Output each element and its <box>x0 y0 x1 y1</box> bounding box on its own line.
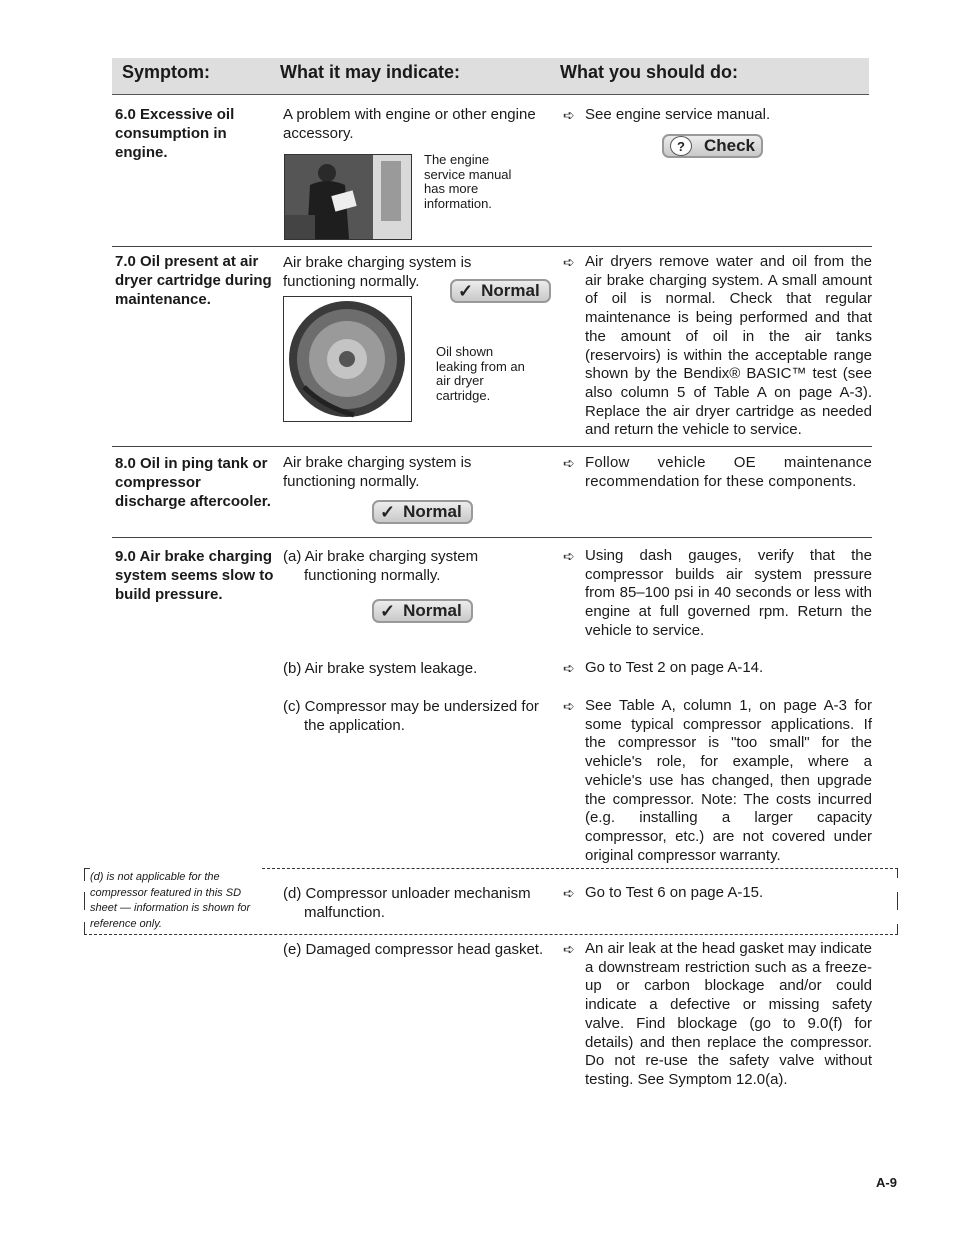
arrow-right-icon: ➪ <box>563 941 575 957</box>
indicate-9c: (c) Compressor may be undersized for the application. <box>283 698 539 734</box>
check-badge <box>662 134 763 158</box>
row-divider <box>112 446 872 447</box>
checkmark-icon: ✓ <box>458 280 474 301</box>
action-9b: Go to Test 2 on page A-14. <box>585 659 764 676</box>
header-do: What you should do: <box>560 62 738 82</box>
action-9a: Using dash gauges, verify that the compressor builds air system pressure from 85–100 psi in 40 seconds or less with engine at full governed rpm. Return the vehicle to service. <box>585 547 872 639</box>
action-7: Air dryers remove water and oil from the air brake charging system. A small amount of oil is normal. Check that regular maintenance is being performed and that the amount of oil in the air tanks (reservoirs) is within the acceptable range shown by the Bendix® BASIC™ test (see also column 5 of Table A on page A-3). Replace the air dryer cartridge as needed and return the vehicle to service. <box>585 253 872 439</box>
action-9c: See Table A, column 1, on page A-3 for some typical compressor applications. If the compressor is "too small" for the vehicle's role, for example, where a vehicle's use has changed, then upgrade the compressor. Note: The costs incurred (e.g. installing a larger capacity compressor, etc.) are not covered under original compressor warranty. <box>585 697 872 864</box>
indicate-7: Air brake charging system is functioning normally. <box>283 254 472 290</box>
normal-badge-label: Normal <box>403 502 462 521</box>
indicate-6: A problem with engine or other engine accessory. <box>283 106 536 142</box>
box-edge <box>84 922 85 934</box>
check-badge-label: Check <box>703 136 755 155</box>
normal-badge <box>372 500 473 524</box>
symptom-9: 9.0 Air brake charging system seems slow to build pressure. <box>115 548 274 603</box>
header-symptom: Symptom: <box>122 62 211 82</box>
caption-7: Oil shown leaking from an air dryer cartridge. <box>436 344 525 403</box>
engine-manual-photo <box>284 154 412 240</box>
action-9d: Go to Test 6 on page A-15. <box>585 884 764 901</box>
checkmark-icon: ✓ <box>380 600 396 621</box>
checkmark-icon: ✓ <box>380 501 396 522</box>
arrow-right-icon: ➪ <box>563 107 575 123</box>
reference-note: (d) is not applicable for the compressor featured in this SD sheet — information is shown for reference only. <box>90 871 251 930</box>
indicate-9a: (a) Air brake charging system functioning normally. <box>283 548 479 584</box>
indicate-9b: (b) Air brake system leakage. <box>283 660 478 677</box>
dashed-line <box>84 934 898 935</box>
box-edge <box>897 892 898 910</box>
box-corner <box>891 868 898 878</box>
row-divider <box>112 537 872 538</box>
table-header-bar <box>112 58 869 95</box>
arrow-right-icon: ➪ <box>563 548 575 564</box>
caption-6: The engine service manual has more information. <box>424 152 512 211</box>
header-indicate: What it may indicate: <box>280 62 461 82</box>
dashed-line <box>262 868 898 869</box>
arrow-right-icon: ➪ <box>563 885 575 901</box>
action-8: Follow vehicle OE maintenance recommendation for these components. <box>585 454 872 490</box>
action-9e: An air leak at the head gasket may indicate a downstream restriction such as a freeze-up or carbon blockage and/or could indicate a defective or missing safety valve. Find blockage (go to 9.0(f) for details) and then replace the compressor. Do not re-use the safety valve without testing. See Symptom 12.0(a). <box>585 940 872 1088</box>
normal-badge <box>450 279 551 303</box>
box-edge <box>84 892 85 910</box>
action-6: See engine service manual. <box>585 106 771 123</box>
row-divider <box>112 246 872 247</box>
normal-badge-label: Normal <box>403 601 462 620</box>
normal-badge <box>372 599 473 623</box>
arrow-right-icon: ➪ <box>563 698 575 714</box>
question-icon: ? <box>670 136 692 156</box>
arrow-right-icon: ➪ <box>563 254 575 270</box>
symptom-7: 7.0 Oil present at air dryer cartridge during maintenance. <box>115 253 272 308</box>
indicate-9d: (d) Compressor unloader mechanism malfunction. <box>283 885 531 921</box>
symptom-6: 6.0 Excessive oil consumption in engine. <box>115 106 235 161</box>
box-edge <box>897 924 898 934</box>
arrow-right-icon: ➪ <box>563 660 575 676</box>
page-number: A-9 <box>876 1175 897 1190</box>
air-dryer-photo <box>283 296 412 422</box>
indicate-9e: (e) Damaged compressor head gasket. <box>283 941 544 958</box>
normal-badge-label: Normal <box>481 281 540 300</box>
arrow-right-icon: ➪ <box>563 455 575 471</box>
indicate-8: Air brake charging system is functioning normally. <box>283 454 472 490</box>
symptom-8: 8.0 Oil in ping tank or compressor discharge aftercooler. <box>115 455 271 510</box>
